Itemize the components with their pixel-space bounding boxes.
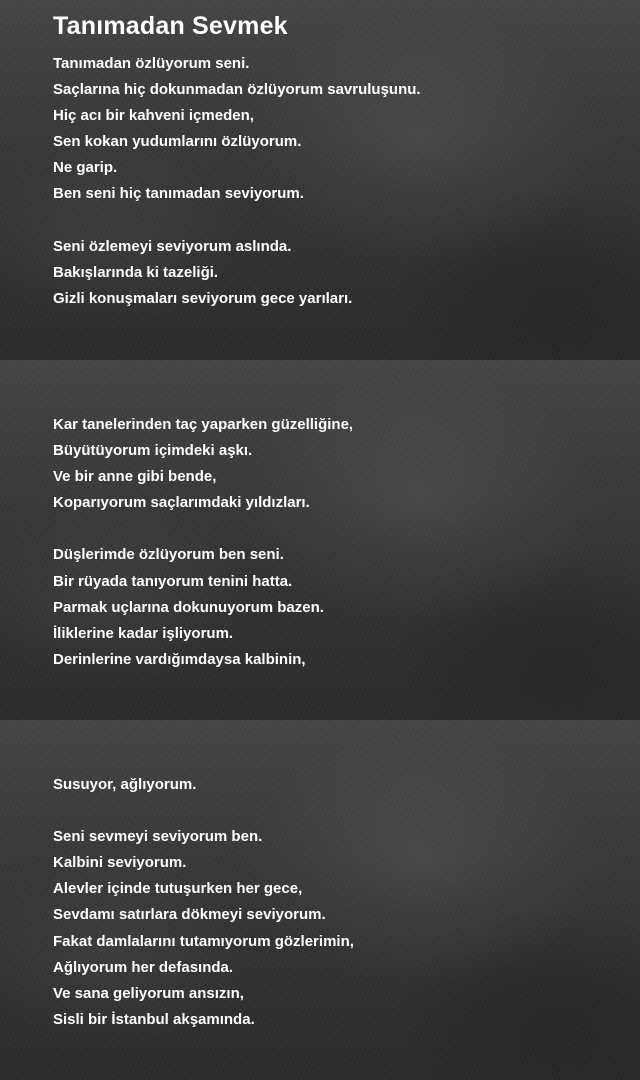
poem-line: Bir rüyada tanıyorum tenini hatta. xyxy=(53,572,293,590)
poem-panel-3 xyxy=(0,720,640,1080)
poem-line: Derinlerine vardığımdaysa kalbinin, xyxy=(53,650,306,668)
poem-line: Saçlarına hiç dokunmadan özlüyorum savruluşunu. xyxy=(53,81,421,99)
poem-title: Tanımadan Sevmek xyxy=(53,12,288,40)
poem-line: Fakat damlalarını tutamıyorum gözlerimin, xyxy=(53,932,354,950)
poem-lines-3 xyxy=(53,772,620,1033)
poem-line: Koparıyorum saçlarımdaki yıldızları. xyxy=(53,494,310,512)
poem-line: Hiç acı bir kahveni içmeden, xyxy=(53,107,254,125)
poem-line: Ve bir anne gibi bende, xyxy=(53,468,217,486)
poem-line: Ağlıyorum her defasında. xyxy=(53,958,234,976)
stanza-break xyxy=(53,208,620,234)
stanza-break xyxy=(53,798,620,824)
poem-line: Ve sana geliyorum ansızın, xyxy=(53,984,244,1002)
poem-line: Ben seni hiç tanımadan seviyorum. xyxy=(53,185,304,203)
poem-line: Alevler içinde tutuşurken her gece, xyxy=(53,880,303,898)
poem-line: İliklerine kadar işliyorum. xyxy=(53,624,234,642)
poem-line: Sen kokan yudumlarını özlüyorum. xyxy=(53,133,302,151)
poem-line: Sisli bir İstanbul akşamında. xyxy=(53,1010,255,1028)
poem-line: Susuyor, ağlıyorum. xyxy=(53,776,197,793)
poem-line: Düşlerimde özlüyorum ben seni. xyxy=(53,546,284,564)
poem-panel-1 xyxy=(0,0,640,360)
poem-line: Ne garip. xyxy=(53,159,118,177)
poem-line: Gizli konuşmaları seviyorum gece yarıları. xyxy=(53,289,353,307)
poem-line: Büyütüyorum içimdeki aşkı. xyxy=(53,442,253,460)
poem-line: Kalbini seviyorum. xyxy=(53,854,187,872)
poem-line: Seni sevmeyi seviyorum ben. xyxy=(53,828,263,846)
poem-line: Bakışlarında ki tazeliği. xyxy=(53,263,219,281)
poem-line: Parmak uçlarına dokunuyorum bazen. xyxy=(53,598,324,616)
poem-lines-1 xyxy=(53,51,620,312)
poem-line: Seni özlemeyi seviyorum aslında. xyxy=(53,237,292,255)
poem-line: Kar tanelerinden taç yaparken güzelliğine, xyxy=(53,416,354,433)
poem-line: Sevdamı satırlara dökmeyi seviyorum. xyxy=(53,906,326,924)
stanza-break xyxy=(53,516,620,542)
poem-panel-2 xyxy=(0,360,640,720)
poem-line: Tanımadan özlüyorum seni. xyxy=(53,55,250,72)
poem-lines-2 xyxy=(53,412,620,673)
